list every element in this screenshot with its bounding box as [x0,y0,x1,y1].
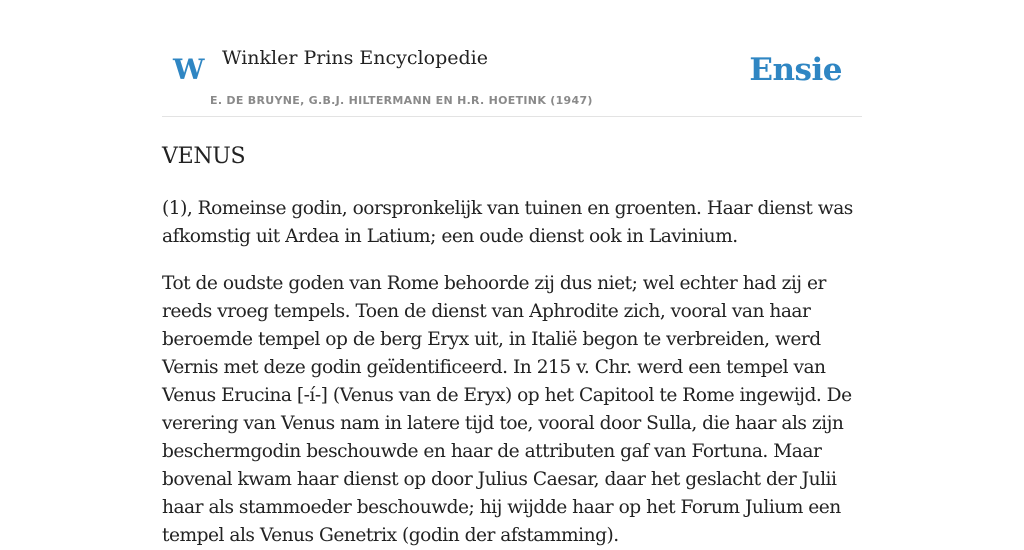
book-authors: E. DE BRUYNE, G.B.J. HILTERMANN EN H.R. HOETINK (1947) [210,94,593,107]
ensie-logo[interactable]: Ensie [749,52,842,88]
content-column [162,0,862,550]
entry-title: VENUS [162,144,246,169]
book-header [162,0,862,117]
book-title-link[interactable]: Winkler Prins Encyclopedie [222,47,488,69]
winkler-prins-logo[interactable]: W [173,53,205,86]
entry-paragraph-2: Tot de oudste goden van Rome behoorde zij dus niet; wel echter had zij er reeds vroeg tempels. Toen de dienst van Aphrodite zich, vooral van haar beroemde tempel op de berg Eryx uit, in Italië begon te verbreiden, werd Vernis met deze godin geïdentificeerd. In 215 v. Chr. werd een tempel van Venus Erucina [-í-] (Venus van de Eryx) op het Capitool te Rome ingewijd. De verering van Venus nam in latere tijd toe, vooral door Sulla, die haar als zijn beschermgodin beschouwde en haar de attributen gaf van Fortuna. Maar bovenal kwam haar dienst op door Julius Caesar, daar het geslacht der Julii haar als stammoeder beschouwde; hij wijdde haar op het Forum Julium een tempel als Venus Genetrix (godin der afstamming). [162,273,852,546]
entry-paragraph-1: (1), Romeinse godin, oorspronkelijk van tuinen en groenten. Haar dienst was afkomstig uit Ardea in Latium; een oude dienst ook in Lavinium. [162,198,853,247]
